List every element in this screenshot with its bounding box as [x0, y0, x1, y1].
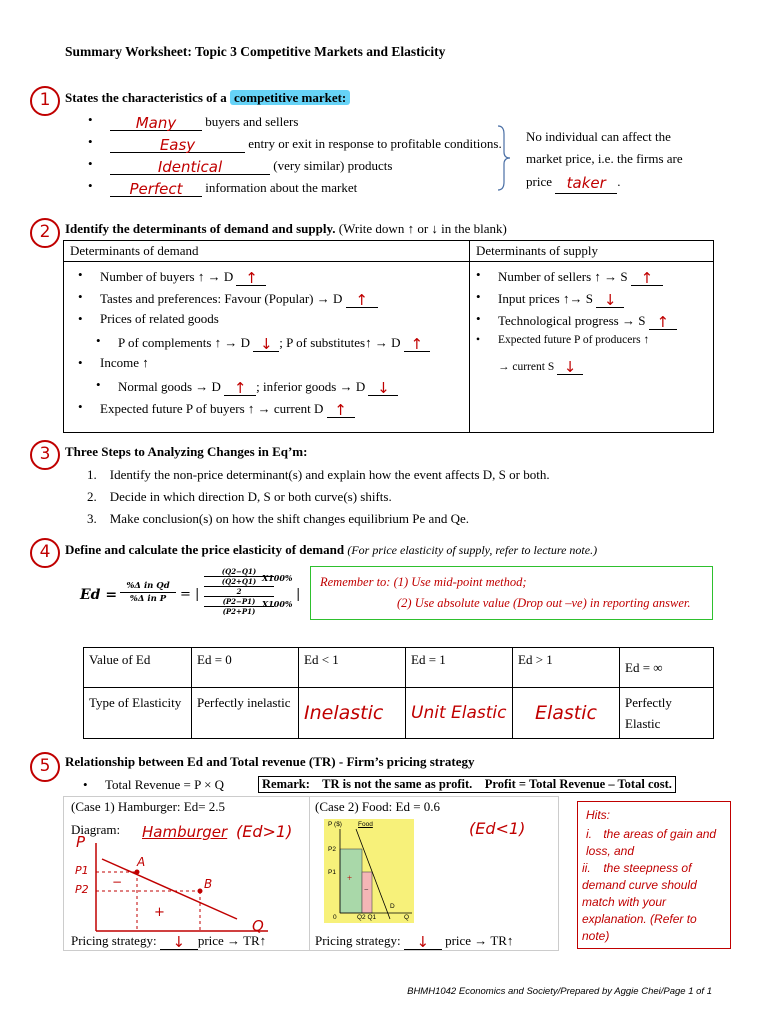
answer-taker: taker: [566, 174, 606, 192]
hits-item-2: [582, 860, 726, 945]
case2-plus: +: [347, 873, 353, 883]
demand-item-6: [118, 377, 398, 396]
step-2: 2. Decide in which direction D, S or both curve(s) shifts.: [87, 489, 392, 504]
cases-divider: [309, 797, 310, 950]
demand-text-4: P of complements ↑ → D: [118, 335, 251, 350]
supply-text-4b: → current S: [498, 361, 555, 373]
ed-type-perfectly-inelastic: Perfectly inelastic: [192, 688, 299, 739]
formula-p-num: (P2−P1): [204, 596, 274, 606]
case2-label-p: P ($): [328, 821, 342, 828]
case2-hand-ed: (Ed<1): [469, 819, 526, 838]
case1-label-p1: P1: [75, 864, 89, 877]
price-taker-end: .: [617, 174, 621, 189]
section-2-heading-text: Identify the determinants of demand and supply.: [65, 221, 336, 236]
formula-x100-bottom: X100%: [262, 599, 293, 609]
hits-box: [577, 801, 731, 949]
case1-point-a: [135, 870, 140, 875]
demand-cell: [64, 262, 470, 433]
ed-type-inelastic: Inelastic: [299, 688, 406, 739]
remember-box: [310, 566, 713, 620]
supply-item-3: [498, 311, 677, 330]
formula-q-den: (Q2+Q1): [204, 576, 274, 586]
section-1-heading-text: States the characteristics of a: [65, 90, 227, 105]
formula-lhs: Ed =: [80, 587, 118, 603]
supply-item-4b: [498, 356, 583, 375]
section-2-note: (Write down ↑ or ↓ in the blank): [338, 221, 507, 236]
section-4-heading: [65, 542, 597, 558]
case2-strategy-answer: ↓: [416, 933, 430, 951]
case2-label-d: D: [390, 903, 395, 910]
case1-demand-curve: [102, 859, 237, 919]
elasticity-table: [83, 647, 714, 739]
section-4-heading-text: Define and calculate the price elasticity of demand: [65, 542, 345, 557]
case1-point-b: [198, 889, 203, 894]
price-taker-text: No individual can affect the market price, i.e. the firms are price: [526, 129, 683, 189]
supply-text-3: Technological progress → S: [498, 313, 646, 328]
demand-item-5: • Income ↑: [100, 355, 149, 371]
hits-item-1: [586, 826, 726, 860]
ed-header-0: Ed = 0: [192, 648, 299, 688]
case1-diagram: [72, 839, 272, 937]
answer-easy: Easy: [159, 136, 196, 154]
case2-label-q: Q2 Q1: [357, 914, 377, 921]
remark-box: Remark: TR is not the same as profit. Profit = Total Revenue – Total cost.: [258, 776, 676, 793]
tr-formula: • Total Revenue = P × Q: [105, 777, 224, 793]
ed-header-gt1: Ed > 1: [513, 648, 620, 688]
case1-strategy-pre: Pricing strategy:: [71, 933, 157, 948]
char-text-3: (very similar) products: [273, 158, 393, 173]
demand-text-1: Number of buyers ↑ → D: [100, 269, 234, 284]
case1-diagram-label: Diagram:: [71, 822, 121, 837]
hits-item-2-text: the steepness of demand curve should match with your explanation. (Refer to note): [582, 861, 697, 943]
demand-item-1: [100, 267, 266, 286]
case1-label-p2: P2: [75, 883, 89, 896]
case1-hand-label: Hamburger: [142, 823, 228, 841]
case2-label-p2: P2: [328, 846, 336, 853]
ed-type-label: Type of Elasticity: [84, 688, 192, 739]
step-1-text: Identify the non-price determinant(s) and explain how the event affects D, S or both.: [109, 467, 550, 482]
demand-answer-7: ↑: [334, 401, 347, 419]
remember-line-1: Remember to: (1) Use mid-point method;: [320, 575, 527, 589]
case1-axis-p: P: [76, 833, 86, 851]
section-5-number: 5: [30, 752, 60, 782]
page-title: Summary Worksheet: Topic 3 Competitive Markets and Elasticity: [65, 44, 446, 59]
formula-q-num: (Q2−Q1): [221, 567, 257, 576]
formula-x100-top: X100%: [262, 573, 293, 583]
ed-type-elastic: Elastic: [513, 688, 620, 739]
demand-answer-4b: ↑: [410, 335, 424, 353]
demand-item-2: [100, 289, 378, 308]
elasticity-formula: [80, 567, 305, 623]
step-2-text: Decide in which direction D, S or both curve(s) shifts.: [109, 489, 392, 504]
supply-header: Determinants of supply: [470, 241, 714, 262]
formula-top: %Δ in Qd: [120, 581, 176, 593]
supply-item-2: [498, 289, 624, 308]
case1-label-b: B: [204, 877, 213, 891]
ed-header-inf: Ed = ∞: [620, 648, 714, 688]
case2-strategy-pre: Pricing strategy:: [315, 933, 401, 948]
supply-text-1: Number of sellers ↑ → S: [498, 269, 628, 284]
demand-item-7: [100, 399, 355, 418]
demand-item-4: [118, 333, 430, 352]
supply-answer-3: ↑: [656, 313, 670, 331]
formula-end: |: [296, 587, 301, 602]
supply-answer-1: ↑: [640, 269, 654, 287]
ed-type-unit-elastic: Unit Elastic: [406, 688, 513, 739]
formula-bottom: %Δ in P: [129, 594, 167, 604]
section-4-number: 4: [30, 538, 60, 568]
ed-header-value: Value of Ed: [84, 648, 192, 688]
section-1-highlight: competitive market:: [230, 90, 350, 105]
section-3-heading: Three Steps to Analyzing Changes in Eq’m:: [65, 444, 308, 459]
case1-hand-ed: (Ed>1): [236, 822, 293, 841]
case2-title: (Case 2) Food: Ed = 0.6: [315, 799, 441, 814]
ed-header-lt1: Ed < 1: [299, 648, 406, 688]
ed-header-1: Ed = 1: [406, 648, 513, 688]
case2-strategy-post: price → TR↑: [445, 933, 514, 948]
demand-text-6: Normal goods → D: [118, 379, 221, 394]
step-3-text: Make conclusion(s) on how the shift changes equilibrium Pe and Qe.: [109, 511, 469, 526]
supply-item-4: [498, 334, 649, 346]
supply-cell: [470, 262, 714, 433]
demand-answer-2: ↑: [355, 291, 368, 309]
section-1-number: 1: [30, 86, 60, 116]
supply-text-2: Input prices ↑→ S: [498, 291, 593, 306]
char-item-4: [110, 178, 357, 197]
hits-item-1-text: the areas of gain and loss, and: [586, 827, 717, 858]
formula-eq: = |: [180, 587, 200, 602]
case1-minus: −: [112, 875, 123, 889]
remember-line-2: (2) Use absolute value (Drop out –ve) in reporting answer.: [397, 596, 691, 610]
hits-title: Hits:: [586, 808, 610, 822]
demand-answer-6: ↑: [233, 379, 247, 397]
case1-strategy-post: price → TR↑: [197, 933, 267, 948]
determinants-table: [63, 240, 714, 433]
demand-text-6b: ; inferior goods → D: [256, 379, 366, 394]
section-2-number: 2: [30, 218, 60, 248]
demand-text-4b: ; P of substitutes↑ → D: [279, 335, 401, 350]
case1-strategy-answer: ↓: [172, 933, 186, 951]
demand-header: Determinants of demand: [64, 241, 470, 262]
steps-list: [87, 464, 550, 530]
case2-strategy: [315, 931, 513, 950]
case1-strategy: [71, 931, 266, 950]
char-text-4: information about the market: [205, 180, 358, 195]
brace-icon: [494, 124, 514, 192]
supply-item-1: [498, 267, 663, 286]
section-1-heading: [65, 90, 350, 106]
case1-axis-q: Q: [252, 917, 264, 935]
hits-item-1-num: i.: [586, 827, 592, 841]
case2-chart-title: Food: [358, 821, 373, 828]
char-text-1: buyers and sellers: [205, 114, 299, 129]
demand-text-7: Expected future P of buyers ↑ → current D: [100, 401, 324, 416]
case1-title: (Case 1) Hamburger: Ed= 2.5: [71, 799, 226, 814]
formula-frac1: [120, 581, 176, 604]
case1-plus: +: [154, 905, 165, 920]
step-1: 1. Identify the non-price determinant(s) and explain how the event affects D, S or both.: [87, 467, 550, 482]
section-2-heading: [65, 221, 507, 237]
supply-answer-4: ↓: [563, 358, 577, 376]
demand-answer-4: ↓: [259, 335, 273, 353]
cases-container: [63, 796, 559, 951]
char-item-2: [110, 134, 502, 153]
case2-chart: [324, 819, 414, 923]
supply-answer-2: ↓: [603, 291, 617, 309]
demand-answer-6b: ↓: [377, 379, 390, 397]
page-footer: BHMH1042 Economics and Society/Prepared by Aggie Chei/Page 1 of 1: [407, 986, 712, 997]
section-5-heading: Relationship between Ed and Total revenue (TR) - Firm’s pricing strategy: [65, 754, 475, 769]
section-4-note: (For price elasticity of supply, refer to lecture note.): [347, 543, 598, 557]
char-item-3: [110, 156, 392, 175]
case2-label-zero: 0: [333, 914, 337, 921]
answer-perfect: Perfect: [129, 180, 183, 198]
supply-text-4: Expected future P of producers ↑: [498, 334, 650, 346]
ed-type-perfectly-elastic: Perfectly Elastic: [620, 688, 714, 739]
char-text-2: entry or exit in response to profitable conditions.: [248, 136, 502, 151]
answer-identical: Identical: [157, 158, 223, 176]
section-3-number: 3: [30, 440, 60, 470]
answer-many: Many: [135, 114, 177, 132]
case2-minus: −: [364, 885, 369, 894]
case1-label-a: A: [137, 855, 146, 869]
formula-two-a: 2: [204, 586, 274, 596]
char-item-1: [110, 112, 298, 131]
case2-label-qaxis: Q: [404, 914, 410, 921]
demand-answer-1: ↑: [245, 269, 258, 287]
step-3: 3. Make conclusion(s) on how the shift changes equilibrium Pe and Qe.: [87, 511, 469, 526]
demand-text-2: Tastes and preferences: Favour (Popular) → D: [100, 291, 343, 306]
case2-chart-svg: [324, 819, 414, 923]
case2-label-p1: P1: [328, 869, 336, 876]
hits-item-2-num: ii.: [582, 861, 591, 875]
price-taker-note: [526, 126, 706, 194]
formula-p-den: (P2+P1): [204, 606, 274, 616]
demand-item-3: • Prices of related goods: [100, 311, 219, 327]
